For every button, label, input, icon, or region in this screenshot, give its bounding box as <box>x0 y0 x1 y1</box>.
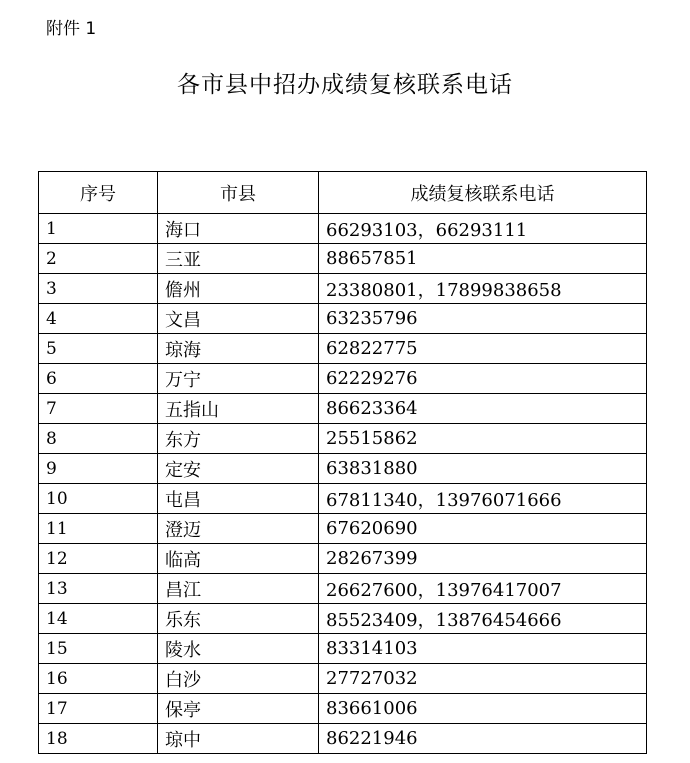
cell-city: 乐东 <box>158 604 319 634</box>
table-body <box>39 214 647 754</box>
cell-city: 定安 <box>158 454 319 484</box>
table-row <box>39 604 647 634</box>
table-row <box>39 394 647 424</box>
cell-phone: 88657851 <box>319 244 647 274</box>
cell-city: 陵水 <box>158 634 319 664</box>
cell-phone: 86221946 <box>319 724 647 754</box>
table-row <box>39 274 647 304</box>
table-row <box>39 634 647 664</box>
cell-phone: 67620690 <box>319 514 647 544</box>
table-row <box>39 214 647 244</box>
cell-seq: 5 <box>39 334 158 364</box>
table-row <box>39 484 647 514</box>
cell-seq: 8 <box>39 424 158 454</box>
cell-phone: 25515862 <box>319 424 647 454</box>
cell-seq: 12 <box>39 544 158 574</box>
cell-city: 万宁 <box>158 364 319 394</box>
table-row <box>39 664 647 694</box>
cell-seq: 9 <box>39 454 158 484</box>
cell-city: 澄迈 <box>158 514 319 544</box>
table-row <box>39 574 647 604</box>
cell-phone: 26627600，13976417007 <box>319 574 647 604</box>
cell-city: 琼中 <box>158 724 319 754</box>
cell-city: 保亭 <box>158 694 319 724</box>
cell-seq: 17 <box>39 694 158 724</box>
cell-city: 东方 <box>158 424 319 454</box>
cell-city: 屯昌 <box>158 484 319 514</box>
header-city: 市县 <box>158 172 319 214</box>
table-row <box>39 544 647 574</box>
cell-phone: 66293103，66293111 <box>319 214 647 244</box>
cell-seq: 14 <box>39 604 158 634</box>
cell-city: 海口 <box>158 214 319 244</box>
cell-seq: 3 <box>39 274 158 304</box>
cell-phone: 83661006 <box>319 694 647 724</box>
cell-seq: 7 <box>39 394 158 424</box>
cell-city: 三亚 <box>158 244 319 274</box>
table-row <box>39 334 647 364</box>
cell-city: 文昌 <box>158 304 319 334</box>
cell-phone: 62822775 <box>319 334 647 364</box>
cell-seq: 11 <box>39 514 158 544</box>
page-title: 各市县中招办成绩复核联系电话 <box>177 72 513 98</box>
cell-phone: 28267399 <box>319 544 647 574</box>
header-phone: 成绩复核联系电话 <box>319 172 647 214</box>
cell-phone: 83314103 <box>319 634 647 664</box>
cell-phone: 86623364 <box>319 394 647 424</box>
cell-seq: 10 <box>39 484 158 514</box>
table-row <box>39 454 647 484</box>
cell-seq: 6 <box>39 364 158 394</box>
cell-phone: 63235796 <box>319 304 647 334</box>
table-row <box>39 514 647 544</box>
cell-seq: 2 <box>39 244 158 274</box>
table-row <box>39 304 647 334</box>
cell-city: 琼海 <box>158 334 319 364</box>
cell-phone: 62229276 <box>319 364 647 394</box>
cell-city: 昌江 <box>158 574 319 604</box>
cell-city: 五指山 <box>158 394 319 424</box>
cell-seq: 4 <box>39 304 158 334</box>
cell-seq: 1 <box>39 214 158 244</box>
table-row <box>39 244 647 274</box>
contact-table <box>38 171 647 754</box>
table-row <box>39 724 647 754</box>
cell-phone: 85523409，13876454666 <box>319 604 647 634</box>
cell-city: 儋州 <box>158 274 319 304</box>
cell-city: 白沙 <box>158 664 319 694</box>
table-header-row <box>39 172 647 214</box>
cell-phone: 23380801，17899838658 <box>319 274 647 304</box>
cell-city: 临高 <box>158 544 319 574</box>
cell-seq: 13 <box>39 574 158 604</box>
cell-seq: 15 <box>39 634 158 664</box>
cell-phone: 67811340，13976071666 <box>319 484 647 514</box>
table-row <box>39 424 647 454</box>
cell-phone: 27727032 <box>319 664 647 694</box>
table-row <box>39 364 647 394</box>
cell-seq: 18 <box>39 724 158 754</box>
cell-seq: 16 <box>39 664 158 694</box>
table-row <box>39 694 647 724</box>
attachment-label: 附件 1 <box>46 19 97 39</box>
cell-phone: 63831880 <box>319 454 647 484</box>
header-seq: 序号 <box>39 172 158 214</box>
